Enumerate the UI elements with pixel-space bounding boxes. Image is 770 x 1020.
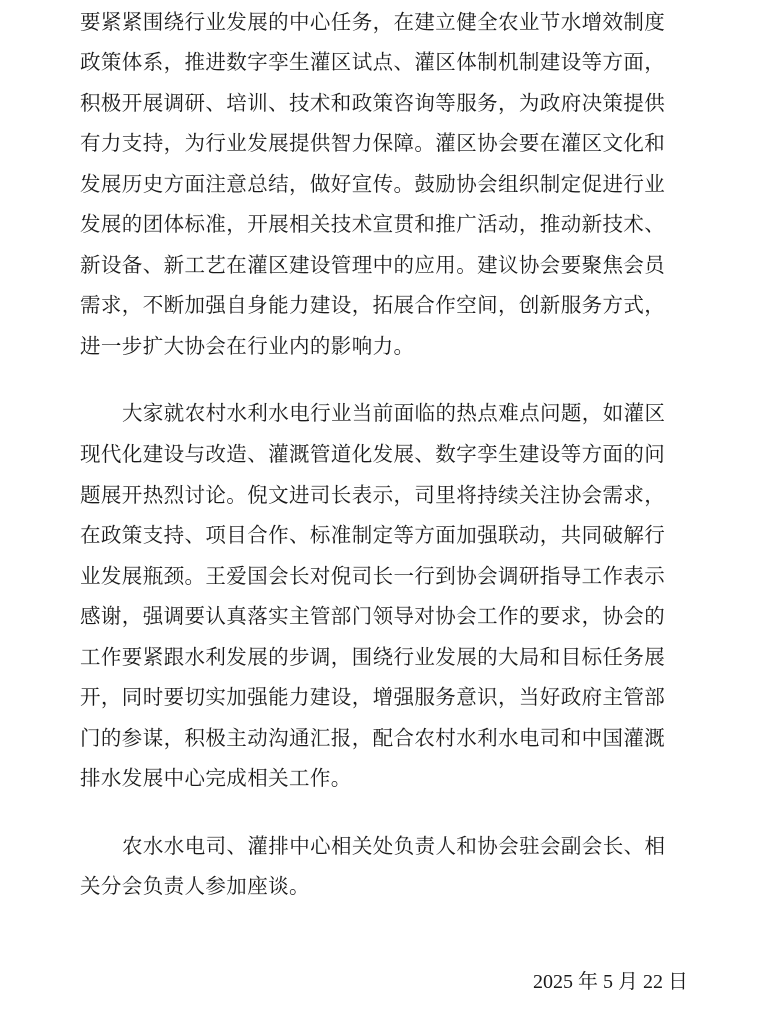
paragraph-2-line-8: 开，同时要切实加强能力建设，增强服务意识，当好政府主管部	[80, 685, 666, 709]
paragraph-2-line-6: 感谢，强调要认真落实主管部门领导对协会工作的要求，协会的	[80, 604, 666, 628]
paragraph-2-line-4: 在政策支持、项目合作、标准制定等方面加强联动，共同破解行	[80, 523, 666, 547]
paragraph-1-line-3: 积极开展调研、培训、技术和政策咨询等服务，为政府决策提供	[80, 91, 666, 115]
paragraph-2-line-3: 题展开热烈讨论。倪文进司长表示，司里将持续关注协会需求，	[80, 483, 666, 507]
paragraph-2-line-9: 门的参谋，积极主动沟通汇报，配合农村水利水电司和中国灌溉	[80, 726, 666, 750]
paragraph-1-line-9: 进一步扩大协会在行业内的影响力。	[80, 334, 415, 358]
paragraph-1-line-6: 发展的团体标准，开展相关技术宣贯和推广活动，推动新技术、	[80, 212, 666, 236]
paragraph-2-line-2: 现代化建设与改造、灌溉管道化发展、数字孪生建设等方面的问	[80, 442, 666, 466]
paragraph-1-line-1: 要紧紧围绕行业发展的中心任务，在建立健全农业节水增效制度	[80, 10, 666, 34]
document-date: 2025 年 5 月 22 日	[533, 971, 688, 993]
paragraph-2-line-7: 工作要紧跟水利发展的步调，围绕行业发展的大局和目标任务展	[80, 645, 666, 669]
paragraph-2-line-5: 业发展瓶颈。王爱国会长对倪司长一行到协会调研指导工作表示	[80, 564, 666, 588]
paragraph-3-line-1: 农水水电司、灌排中心相关处负责人和协会驻会副会长、相	[122, 834, 666, 858]
paragraph-1-line-5: 发展历史方面注意总结，做好宣传。鼓励协会组织制定促进行业	[80, 172, 666, 196]
paragraph-3-line-2: 关分会负责人参加座谈。	[80, 874, 310, 898]
paragraph-1-line-7: 新设备、新工艺在灌区建设管理中的应用。建议协会要聚焦会员	[80, 253, 666, 277]
paragraph-1-line-2: 政策体系，推进数字孪生灌区试点、灌区体制机制建设等方面，	[80, 50, 666, 74]
paragraph-1-line-4: 有力支持，为行业发展提供智力保障。灌区协会要在灌区文化和	[80, 131, 666, 155]
paragraph-2-line-10: 排水发展中心完成相关工作。	[80, 766, 352, 790]
paragraph-1-line-8: 需求，不断加强自身能力建设，拓展合作空间，创新服务方式，	[80, 293, 666, 317]
paragraph-2-line-1: 大家就农村水利水电行业当前面临的热点难点问题，如灌区	[122, 401, 666, 425]
